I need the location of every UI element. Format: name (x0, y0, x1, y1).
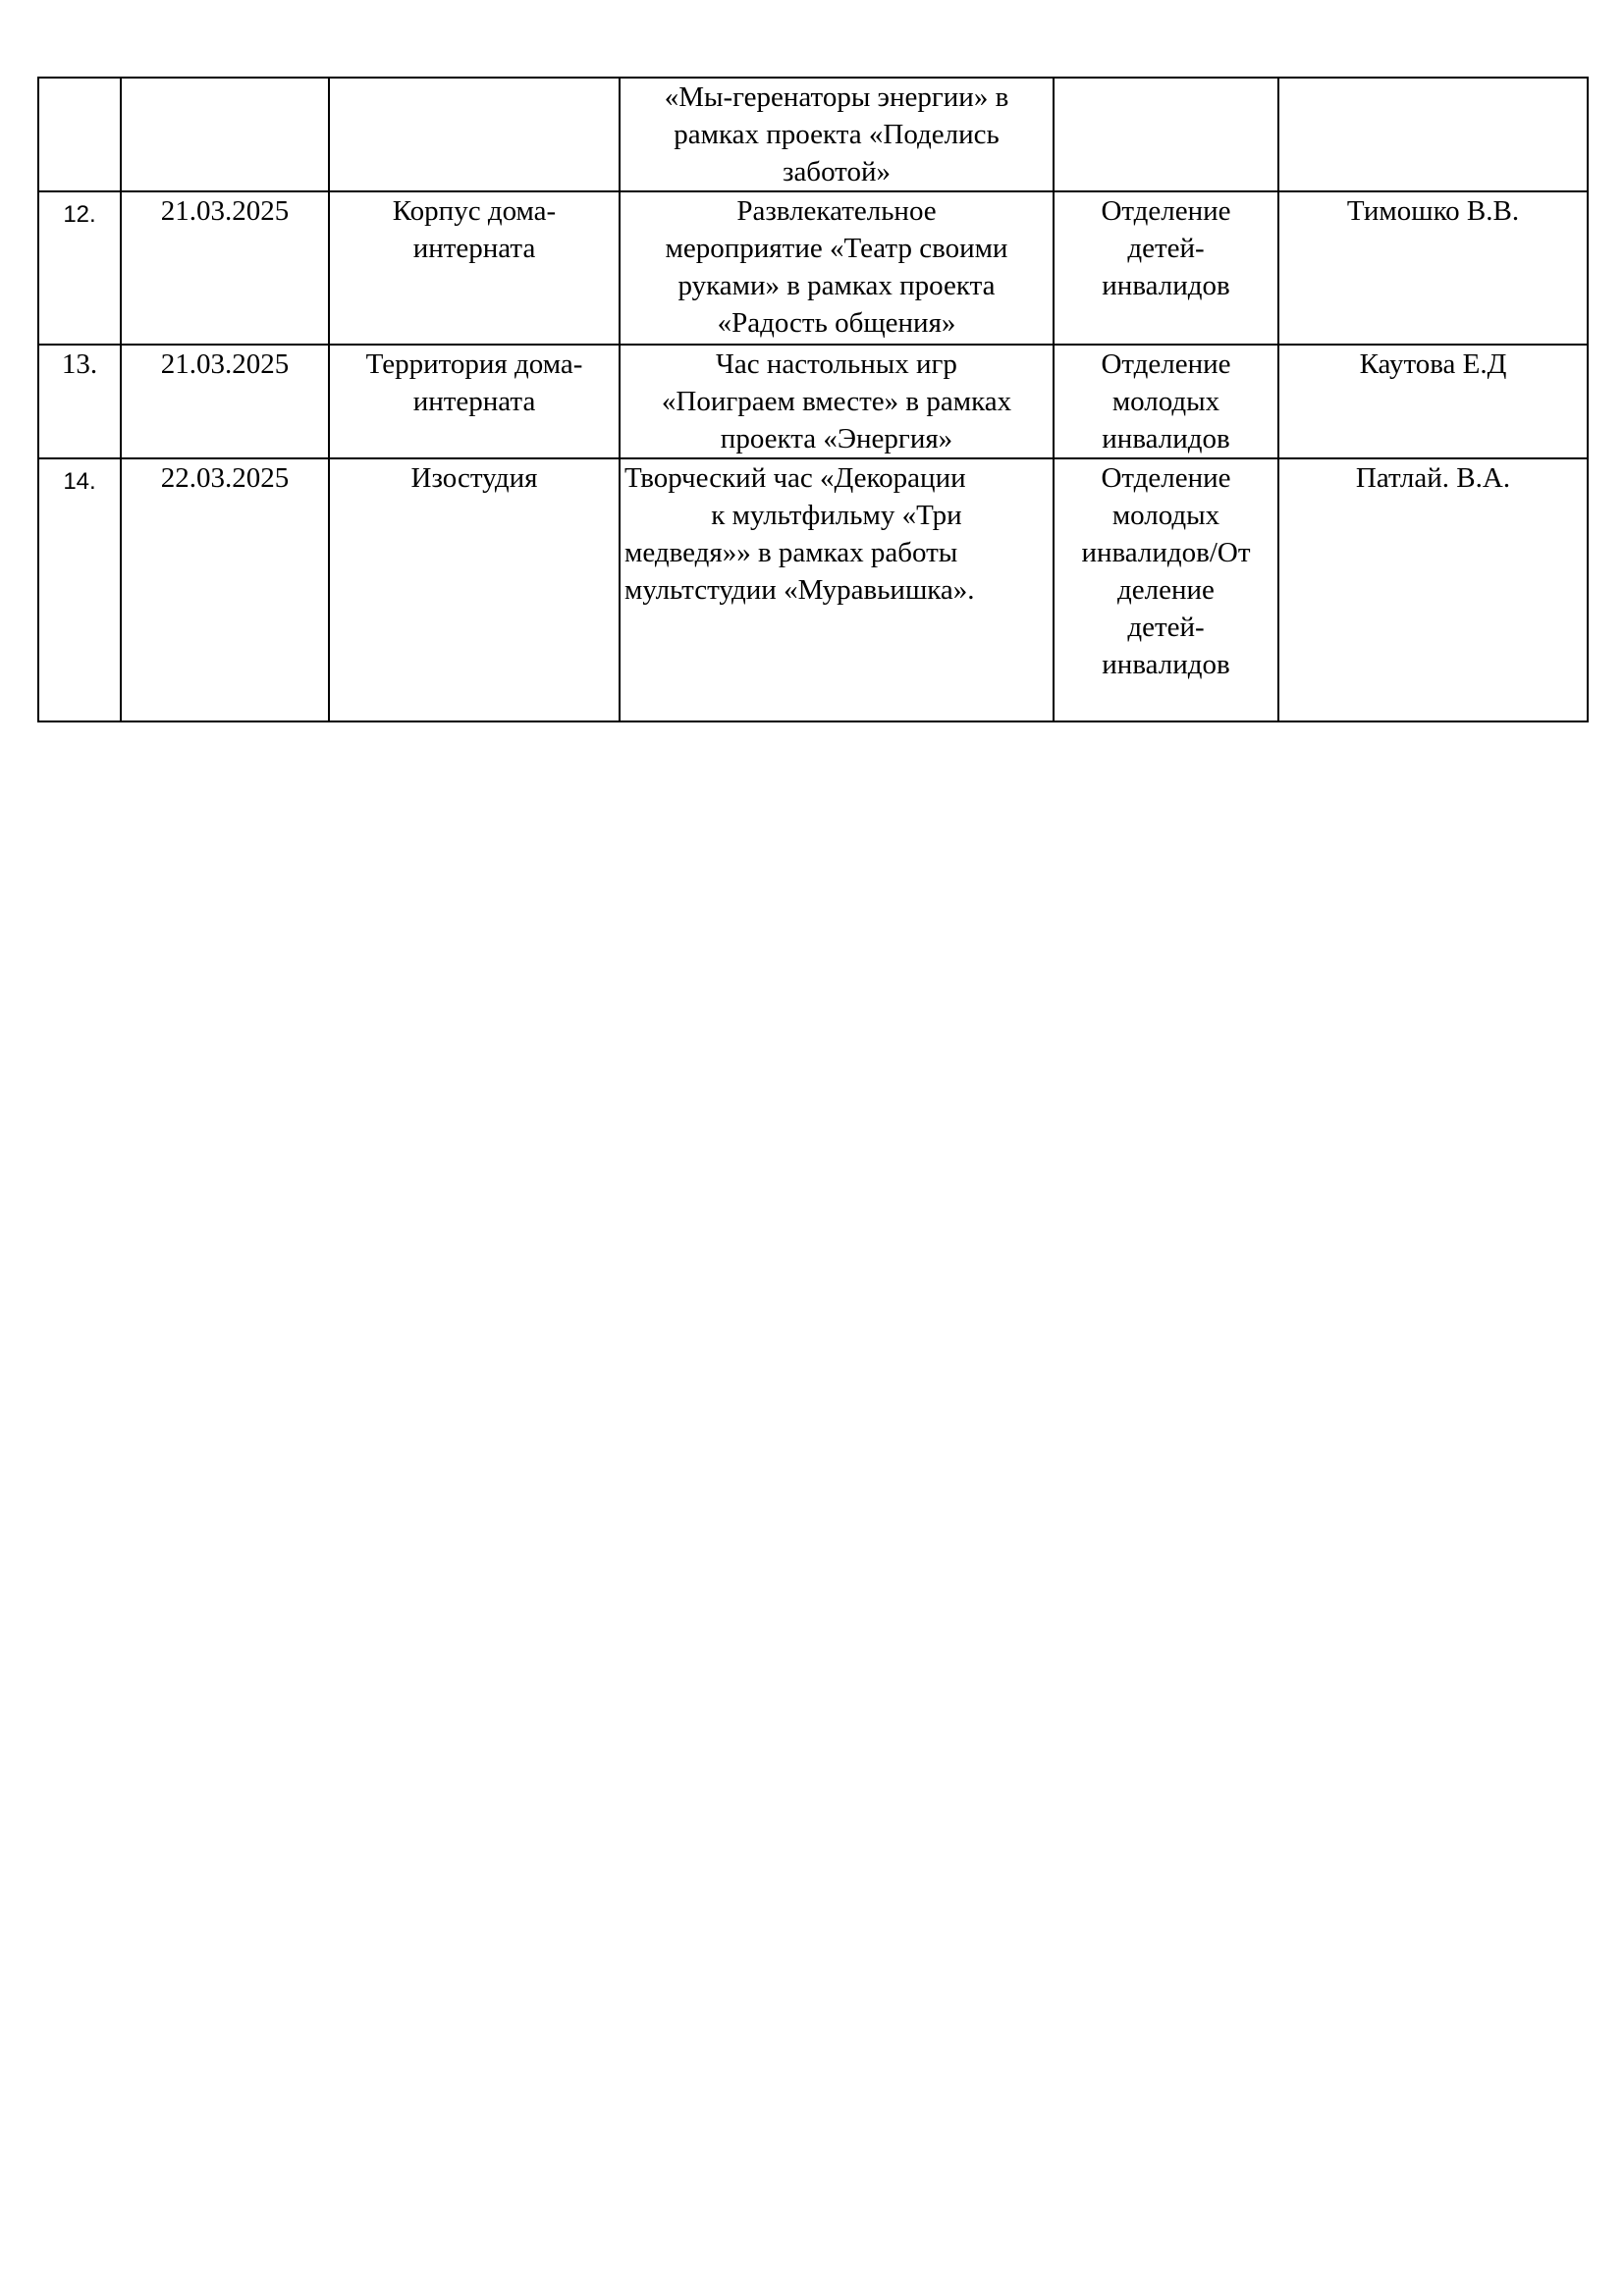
event-cell (620, 345, 1054, 458)
event-line: «Радость общения» (717, 307, 956, 339)
department-line: инвалидов (1102, 423, 1230, 454)
table-row (38, 345, 1588, 458)
place-line: Территория дома- (365, 348, 583, 380)
department-line: молодых (1111, 386, 1220, 417)
table-row (38, 191, 1588, 345)
department-line: Отделение (1101, 462, 1231, 494)
event-line: Час настольных игр (716, 348, 957, 380)
department-cell (1054, 78, 1278, 191)
events-table (37, 77, 1589, 722)
date-cell (121, 78, 329, 191)
event-line: медведя»» в рамках работы (624, 537, 958, 568)
responsible-cell: Тимошко В.В. (1278, 191, 1588, 345)
department-line: детей- (1127, 612, 1205, 643)
event-line: заботой» (782, 156, 891, 187)
row-number-cell: 12. (38, 191, 121, 345)
place-cell (329, 458, 620, 721)
department-cell (1054, 345, 1278, 458)
department-line: инвалидов/От (1081, 537, 1251, 568)
department-line: Отделение (1101, 195, 1231, 227)
event-line: «Мы-геренаторы энергии» в (664, 81, 1009, 113)
department-line: деление (1117, 574, 1215, 606)
responsible-cell: Патлай. В.А. (1278, 458, 1588, 721)
event-line: мероприятие «Театр своими (665, 233, 1008, 264)
event-line: Творческий час «Декорации (624, 462, 966, 494)
row-number-cell (38, 78, 121, 191)
place-line: Изостудия (410, 462, 538, 494)
department-line: молодых (1111, 500, 1220, 531)
place-cell (329, 191, 620, 345)
table-row (38, 78, 1588, 191)
department-line: инвалидов (1102, 649, 1230, 680)
event-line: руками» в рамках проекта (677, 270, 996, 301)
responsible-cell: Каутова Е.Д (1278, 345, 1588, 458)
row-number-cell: 13. (38, 345, 121, 458)
place-cell (329, 345, 620, 458)
table-row (38, 458, 1588, 721)
place-line: интерната (412, 386, 536, 417)
place-line: интерната (412, 233, 536, 264)
event-line: к мультфильму «Три (711, 500, 962, 531)
event-cell (620, 78, 1054, 191)
department-line: Отделение (1101, 348, 1231, 380)
event-cell (620, 191, 1054, 345)
event-line: Развлекательное (736, 195, 937, 227)
department-cell (1054, 458, 1278, 721)
date-cell: 21.03.2025 (121, 191, 329, 345)
department-line: детей- (1127, 233, 1205, 264)
place-cell (329, 78, 620, 191)
event-line: мультстудии «Муравьишка». (624, 574, 975, 606)
event-cell (620, 458, 1054, 721)
date-cell: 22.03.2025 (121, 458, 329, 721)
event-line: проекта «Энергия» (720, 423, 953, 454)
department-line: инвалидов (1102, 270, 1230, 301)
date-cell: 21.03.2025 (121, 345, 329, 458)
place-line: Корпус дома- (392, 195, 557, 227)
responsible-cell (1278, 78, 1588, 191)
event-line: «Поиграем вместе» в рамках (661, 386, 1012, 417)
row-number-cell: 14. (38, 458, 121, 721)
department-cell (1054, 191, 1278, 345)
event-line: рамках проекта «Поделись (674, 119, 1000, 150)
